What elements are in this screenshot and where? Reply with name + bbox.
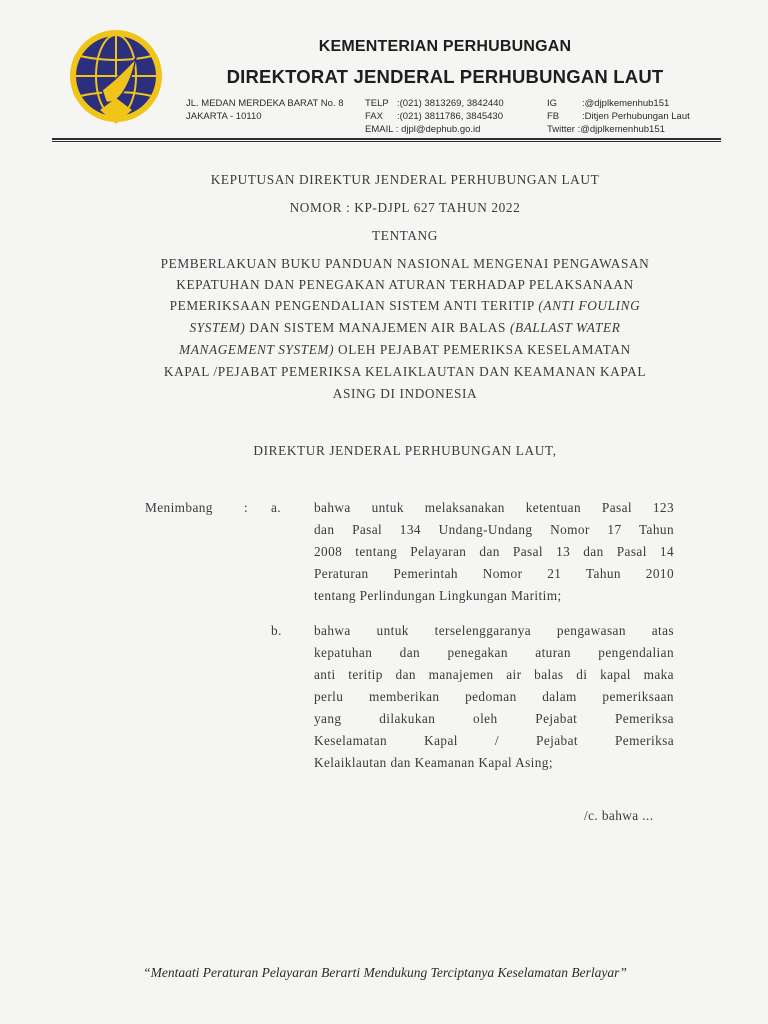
item-b-line: perlu memberikan pedoman dalam pemeriksaan bbox=[314, 689, 674, 704]
subject-line-6: KAPAL /PEJABAT PEMERIKSA KELAIKLAUTAN DAN KEAMANAN KAPAL bbox=[163, 364, 647, 379]
item-b-line: Kelaiklautan dan Keamanan Kapal Asing; bbox=[314, 755, 553, 770]
footer-motto: “Mentaati Peraturan Pelayaran Berarti Mendukung Terciptanya Keselamatan Berlayar” bbox=[143, 965, 627, 980]
fax-value: :(021) 3811786, 3845430 bbox=[397, 111, 503, 122]
considering-label: Menimbang bbox=[145, 500, 213, 515]
twitter-line: Twitter :@djplkemenhub151 bbox=[547, 124, 665, 135]
item-a-marker: a. bbox=[271, 500, 282, 515]
item-a-line: dan Pasal 134 Undang-Undang Nomor 17 Tahun bbox=[314, 522, 674, 537]
fb-value: :Ditjen Perhubungan Laut bbox=[582, 111, 690, 122]
considering-colon: : bbox=[244, 500, 249, 515]
subject-line-5b: OLEH PEJABAT PEMERIKSA KESELAMATAN bbox=[334, 342, 631, 357]
issuer-title: DIREKTUR JENDERAL PERHUBUNGAN LAUT, bbox=[253, 443, 557, 458]
item-b-line: yang dilakukan oleh Pejabat Pemeriksa bbox=[314, 711, 674, 726]
subject-line-2: KEPATUHAN DAN PENEGAKAN ATURAN TERHADAP PELAKSANAAN bbox=[176, 277, 634, 292]
subject-line-4b: DAN SISTEM MANAJEMEN AIR BALAS bbox=[245, 320, 510, 335]
telp-value: :(021) 3813269, 3842440 bbox=[397, 98, 504, 109]
decree-title: KEPUTUSAN DIREKTUR JENDERAL PERHUBUNGAN LAUT bbox=[210, 172, 600, 187]
subject-line-3b: (ANTI FOULING bbox=[538, 298, 641, 313]
subject-line-7: ASING DI INDONESIA bbox=[332, 386, 478, 401]
ministry-name: KEMENTERIAN PERHUBUNGAN bbox=[318, 38, 572, 55]
decree-number: NOMOR : KP-DJPL 627 TAHUN 2022 bbox=[289, 200, 521, 215]
subject-line-4c: (BALLAST WATER bbox=[509, 320, 621, 335]
subject-line-4 bbox=[100, 320, 710, 336]
item-b-line: Keselamatan Kapal / Pejabat Pemeriksa bbox=[314, 733, 674, 748]
ig-value: :@djplkemenhub151 bbox=[582, 98, 670, 109]
page-continuation: /c. bahwa ... bbox=[584, 808, 654, 823]
item-b-line: anti teritip dan manajemen air balas di kapal maka bbox=[314, 667, 674, 682]
subject-line-5a: MANAGEMENT SYSTEM) bbox=[179, 342, 335, 357]
telp-label: TELP bbox=[365, 98, 389, 109]
item-a-line: Peraturan Pemerintah Nomor 21 Tahun 2010 bbox=[314, 566, 674, 581]
directorate-name: DIREKTORAT JENDERAL PERHUBUNGAN LAUT bbox=[226, 66, 664, 87]
address-line-1: JL. MEDAN MERDEKA BARAT No. 8 bbox=[186, 98, 344, 109]
item-a-line: 2008 tentang Pelayaran dan Pasal 13 dan Pasal 14 bbox=[314, 544, 674, 559]
email-line: EMAIL : djpl@dephub.go.id bbox=[365, 124, 481, 135]
subject-line-5 bbox=[100, 342, 710, 358]
ministry-logo bbox=[66, 28, 168, 128]
subject-line-1: PEMBERLAKUAN BUKU PANDUAN NASIONAL MENGENAI PENGAWASAN bbox=[160, 256, 650, 271]
header-divider-thick bbox=[52, 138, 721, 140]
fax-label: FAX bbox=[365, 111, 383, 122]
fb-label: FB bbox=[547, 111, 560, 122]
header-divider-thin bbox=[52, 141, 721, 142]
subject-line-3 bbox=[100, 298, 710, 314]
item-b-line: kepatuhan dan penegakan aturan pengendalian bbox=[314, 645, 674, 660]
item-b-marker: b. bbox=[271, 623, 282, 638]
ig-label: IG bbox=[547, 98, 558, 109]
address-line-2: JAKARTA - 10110 bbox=[186, 111, 262, 122]
item-b-line: bahwa untuk terselenggaranya pengawasan atas bbox=[314, 623, 674, 638]
item-a-line: bahwa untuk melaksanakan ketentuan Pasal 123 bbox=[314, 500, 674, 515]
item-a-line: tentang Perlindungan Lingkungan Maritim; bbox=[314, 588, 562, 603]
subject-line-3a: PEMERIKSAAN PENGENDALIAN SISTEM ANTI TERITIP bbox=[169, 298, 539, 313]
subject-line-4a: SYSTEM) bbox=[189, 320, 246, 335]
decree-about: TENTANG bbox=[372, 228, 438, 243]
